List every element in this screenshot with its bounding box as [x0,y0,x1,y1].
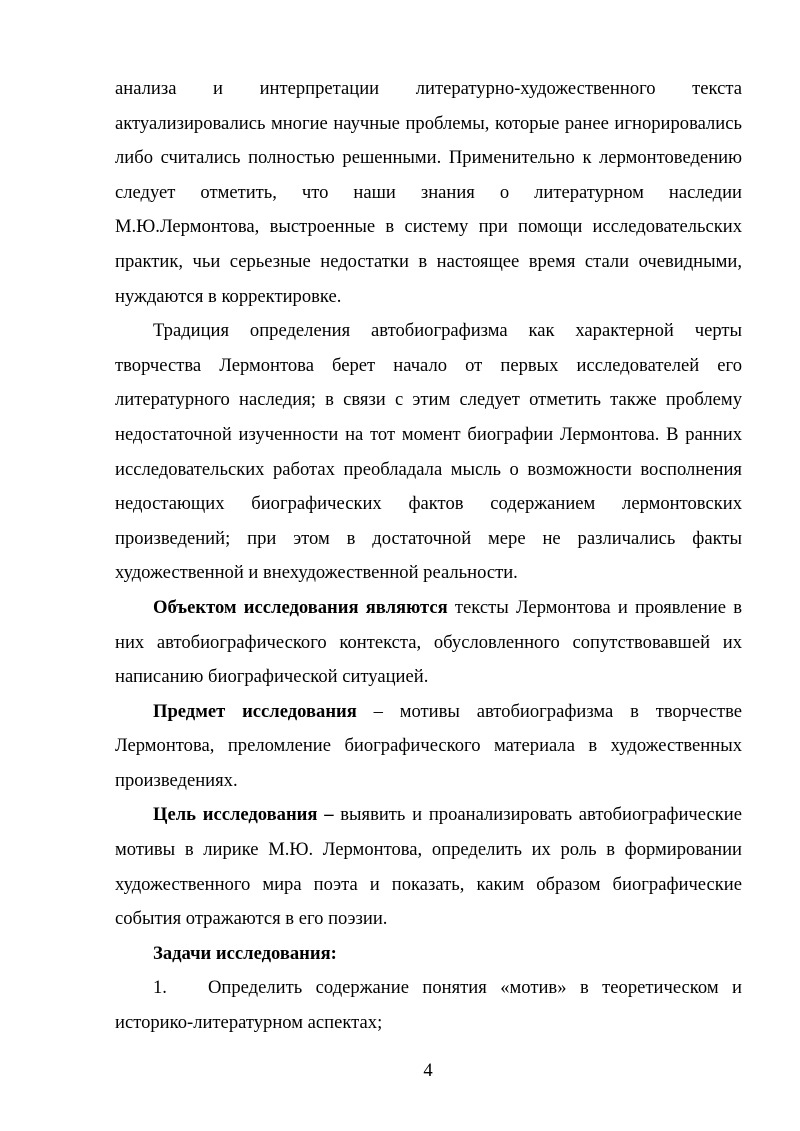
text-line: историко-литературном аспектах; [115,1012,383,1034]
text-line: практик, чьи серьезные недостатки в настоящее время стали очевидными, [115,250,742,272]
text-line: актуализировались многие научные проблемы, которые ранее игнорировались [115,112,742,134]
paragraph-2 [115,314,742,591]
tasks-heading: Задачи исследования: [153,942,337,964]
list-number: 1. [153,977,167,999]
subject-text: – мотивы автобиографизма в творчестве [356,700,742,722]
text-line: написанию биографической ситуацией. [115,666,429,688]
paragraph-object [115,591,742,695]
text-line: нуждаются в корректировке. [115,285,342,307]
text-line [115,798,742,833]
text-line: них автобиографического контекста, обусловленного сопутствовавшей их [115,631,742,653]
text-line: анализа и интерпретации литературно-художественного текста [115,78,742,99]
task-text: Определить содержание понятия «мотив» в теоретическом и [208,977,742,999]
task-item-1 [115,971,742,1040]
text-line: исследовательских работах преобладала мысль о возможности восполнения [115,458,742,480]
object-text: тексты Лермонтова и проявление в [447,596,742,618]
text-line: творчества Лермонтова берет начало от первых исследователей его [115,354,742,376]
body-text [115,72,742,1041]
text-line: литературного наследия; в связи с этим следует отметить также проблему [115,389,742,411]
goal-text: выявить и проанализировать автобиографические [333,804,742,826]
text-line: произведениях. [115,769,238,791]
text-line [115,937,742,972]
text-line: либо считались полностью решенными. Применительно к лермонтоведению [115,147,742,169]
text-line: произведений; при этом в достаточной мере не различались факты [115,527,742,549]
text-line: художественной и внехудожественной реальности. [115,562,518,584]
subject-heading: Предмет исследования [153,700,357,722]
text-line: события отражаются в его поэзии. [115,908,388,930]
text-line [115,591,742,626]
text-line: Традиция определения автобиографизма как характерной черты [153,320,742,342]
text-line: недостаточной изученности на тот момент биографии Лермонтова. В ранних [115,423,742,445]
text-line: недостающих биографических фактов содержанием лермонтовских [115,493,742,515]
text-line: Лермонтова, преломление биографического материала в художественных [115,735,742,757]
paragraph-tasks [115,937,742,972]
text-line: следует отметить, что наши знания о литературном наследии [115,181,742,203]
text-line [115,971,742,1006]
goal-heading: Цель исследования – [153,804,334,826]
paragraph-goal [115,798,742,936]
paragraph-1 [115,72,742,314]
object-heading: Объектом исследования являются [153,596,448,618]
text-line: мотивы в лирике М.Ю. Лермонтова, определить их роль в формировании [115,839,742,861]
text-line: художественного мира поэта и показать, каким образом биографические [115,873,742,895]
text-line: М.Ю.Лермонтова, выстроенные в систему при помощи исследовательских [115,216,742,238]
page-number: 4 [423,1060,433,1081]
text-line [115,695,742,730]
paragraph-subject [115,695,742,799]
